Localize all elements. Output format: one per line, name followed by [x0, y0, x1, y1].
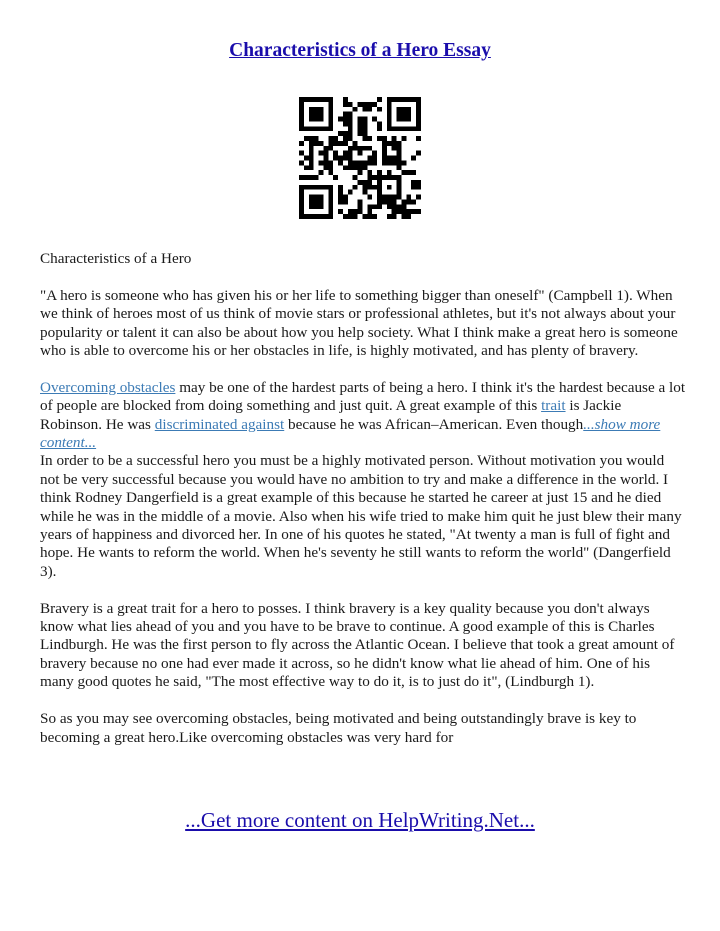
paragraph-5: So as you may see overcoming obstacles, being motivated and being outstandingly brave is key to becoming a great hero.Like overcoming obstacles was very hard for — [40, 710, 637, 746]
paragraph-4: Bravery is a great trait for a hero to posses. I think bravery is a key quality because you don't always know what lies ahead of you and you have to be brave to continue. A good example of this is Charles Lindburgh. He was the first person to fly across the Atlantic Ocean. I believe that took a great amount of bravery because no one had ever made it across, so he didn't know what lie ahead of him. One of his many good quotes he said, "The most effective way to do it, is to just do it", (Lindburgh 1). — [40, 599, 675, 691]
get-more-content-link[interactable]: ...Get more content on HelpWriting.Net... — [185, 808, 535, 832]
paragraph-2-text-1: may be one of the hardest parts of being a hero. I think it's the hardest because a lot of people are blocked from doing something and just quit. A great example of this — [40, 378, 686, 415]
paragraph-2-text-3: because he was African–American. Even though — [284, 415, 584, 433]
paragraph-2-text-2: is Jackie Robinson. He was — [40, 397, 622, 433]
link-overcoming-obstacles[interactable]: Overcoming obstacles — [40, 378, 176, 396]
paragraph-3: In order to be a successful hero you must be a highly motivated person. Without motivation you would not be very successful because you would have no ambition to try and make a difference in the world. I think Rodney Dangerfield is a great example of this because he started he career at just 15 and he died while he was in the middle of a movie. Also when his wife tried to make him quit he just blew their many years of happiness and divorced her. In one of his quotes he stated, "At twenty a man is full of fight and hope. He wants to reform the world. When he's seventy he still wants to reform the world" (Dangerfield 3). — [40, 452, 682, 580]
essay-body — [40, 250, 686, 747]
document-title[interactable]: Characteristics of a Hero Essay — [229, 40, 491, 61]
essay-subtitle: Characteristics of a Hero — [40, 250, 192, 267]
show-more-link[interactable]: ...show more content... — [40, 415, 661, 452]
link-trait[interactable]: trait — [541, 397, 566, 415]
paragraph-2 — [40, 379, 686, 453]
link-discriminated-against[interactable]: discriminated against — [154, 415, 285, 433]
qr-code-icon — [299, 97, 421, 219]
paragraph-1: "A hero is someone who has given his or her life to something bigger than oneself" (Campbell 1). When we think of heroes most of us think of movie stars or professional athletes, but it's not always about your popularity or talent it can also be about how you help society. What I think make a great hero is someone who is able to overcome his or her obstacles in life, is highly motivated, and has plenty of bravery. — [40, 286, 678, 360]
